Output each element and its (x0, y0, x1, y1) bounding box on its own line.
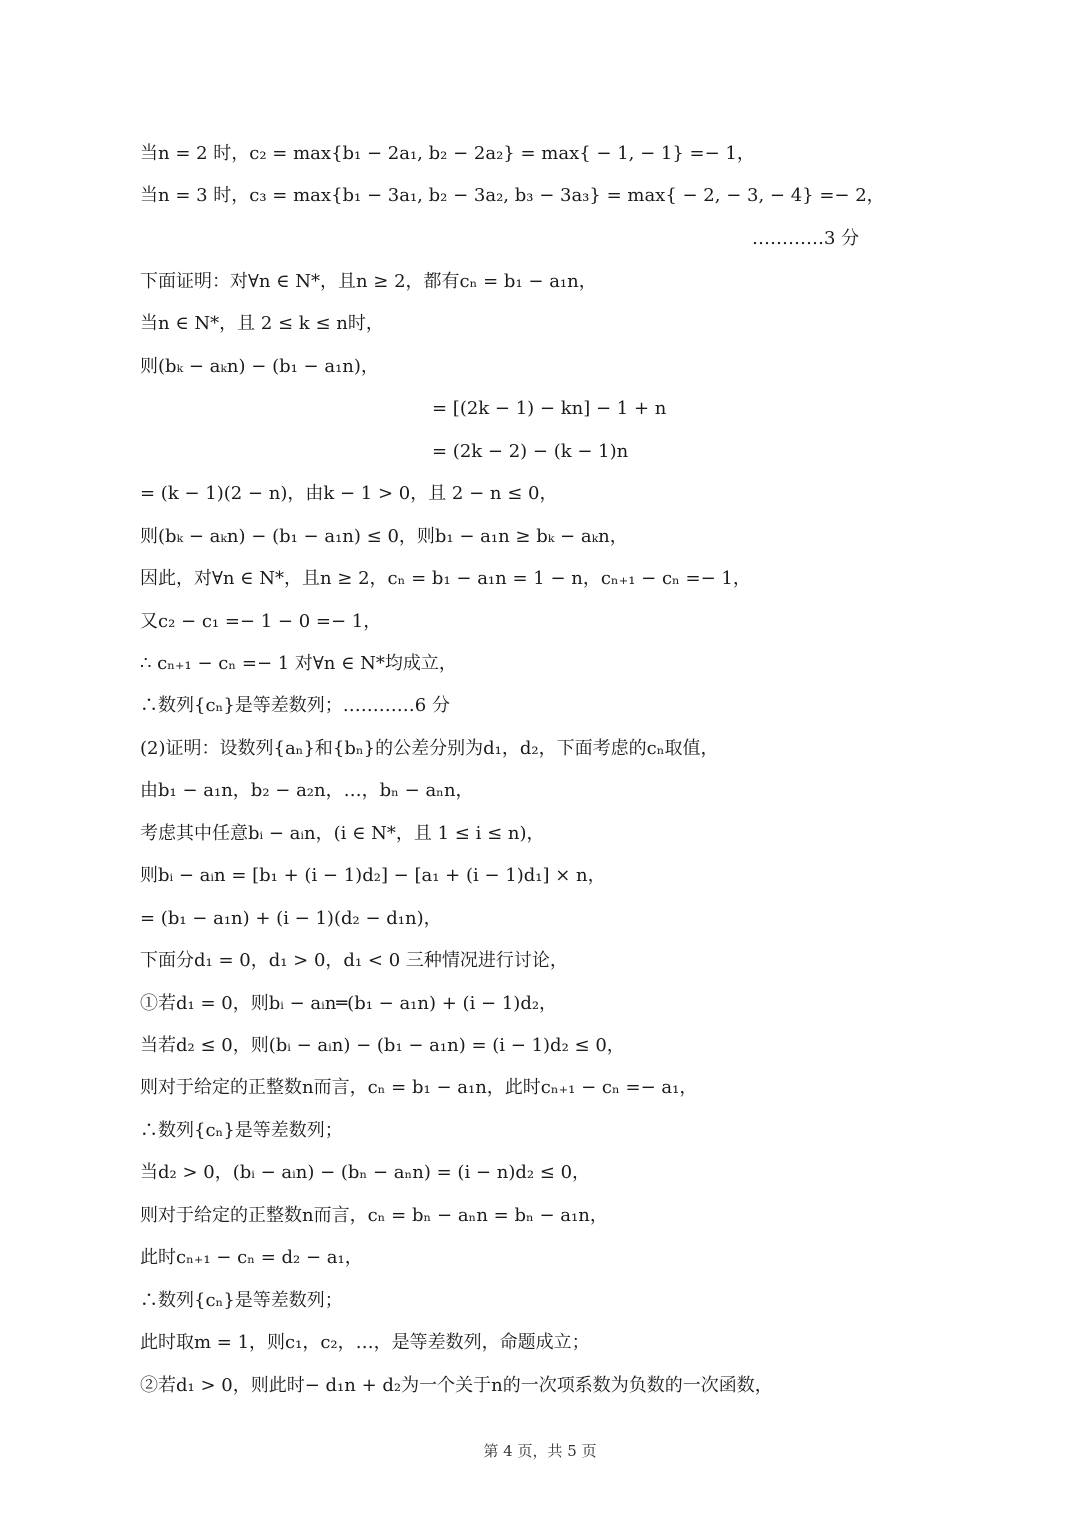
text-line: ∴数列{cₙ}是等差数列； (140, 1290, 343, 1311)
text-line: 此时cₙ₊₁ − cₙ = d₂ − a₁， (140, 1247, 363, 1268)
text-line: 下面证明：对∀n ∈ N*，且n ≥ 2，都有cₙ = b₁ − a₁n， (140, 271, 597, 292)
text-line: 则对于给定的正整数n而言，cₙ = b₁ − a₁n，此时cₙ₊₁ − cₙ =− a₁， (140, 1077, 698, 1098)
text-line: 则(bₖ − aₖn) − (b₁ − a₁n) ≤ 0，则b₁ − a₁n ≥ bₖ − aₖn， (140, 526, 628, 547)
text-line: 当n = 3 时，c₃ = max{b₁ − 3a₁, b₂ − 3a₂, b₃ − 3a₃} = max{ − 2, − 3, − 4} =− 2， (140, 185, 885, 206)
text-line: (2)证明：设数列{aₙ}和{bₙ}的公差分别为d₁，d₂，下面考虑的cₙ取值， (140, 738, 719, 759)
text-line: ②若d₁ > 0，则此时− d₁n + d₂为一个关于n的一次项系数为负数的一次函数， (140, 1375, 773, 1396)
text-line: 下面分d₁ = 0，d₁ > 0，d₁ < 0 三种情况进行讨论， (140, 950, 568, 971)
text-line: 考虑其中任意bᵢ − aᵢn，(i ∈ N*，且 1 ≤ i ≤ n)， (140, 823, 545, 844)
text-line: ∴数列{cₙ}是等差数列； (140, 1120, 343, 1141)
text-line: 则bᵢ − aᵢn = [b₁ + (i − 1)d₂] − [a₁ + (i − 1)d₁] × n， (140, 865, 606, 886)
text-line: ∴数列{cₙ}是等差数列；…………6 分 (140, 695, 450, 716)
text-line: = (b₁ − a₁n) + (i − 1)(d₂ − d₁n)， (140, 908, 442, 929)
text-line: 因此，对∀n ∈ N*，且n ≥ 2，cₙ = b₁ − a₁n = 1 − n，cₙ₊₁ − cₙ =− 1， (140, 568, 751, 589)
text-line: 则对于给定的正整数n而言，cₙ = bₙ − aₙn = bₙ − a₁n， (140, 1205, 608, 1226)
text-line: 则(bₖ − aₖn) − (b₁ − a₁n)， (140, 356, 379, 377)
score-marker: …………3 分 (752, 228, 860, 249)
text-line: 当若d₂ ≤ 0，则(bᵢ − aᵢn) − (b₁ − a₁n) = (i − 1)d₂ ≤ 0， (140, 1035, 625, 1056)
text-line: ∴ cₙ₊₁ − cₙ =− 1 对∀n ∈ N*均成立， (140, 653, 457, 674)
text-line: 当n = 2 时，c₂ = max{b₁ − 2a₁, b₂ − 2a₂} = max{ − 1, − 1} =− 1， (140, 143, 755, 164)
text-line: 此时取m = 1，则c₁，c₂，…，是等差数列，命题成立； (140, 1332, 590, 1353)
page-footer: 第 4 页，共 5 页 (483, 1442, 597, 1460)
text-line: 又c₂ − c₁ =− 1 − 0 =− 1， (140, 611, 382, 632)
text-line: 当n ∈ N*，且 2 ≤ k ≤ n时， (140, 313, 384, 334)
text-line: = (k − 1)(2 − n)，由k − 1 > 0，且 2 − n ≤ 0， (140, 483, 558, 504)
text-line: 当d₂ > 0，(bᵢ − aᵢn) − (bₙ − aₙn) = (i − n)d₂ ≤ 0， (140, 1162, 591, 1183)
text-line: 由b₁ − a₁n，b₂ − a₂n，…，bₙ − aₙn， (140, 780, 474, 801)
text-line: ①若d₁ = 0，则bᵢ − aᵢn═(b₁ − a₁n) + (i − 1)d₂， (140, 993, 558, 1014)
text-line: = (2k − 2) − (k − 1)n (432, 441, 629, 462)
text-line: = [(2k − 1) − kn] − 1 + n (432, 398, 667, 419)
